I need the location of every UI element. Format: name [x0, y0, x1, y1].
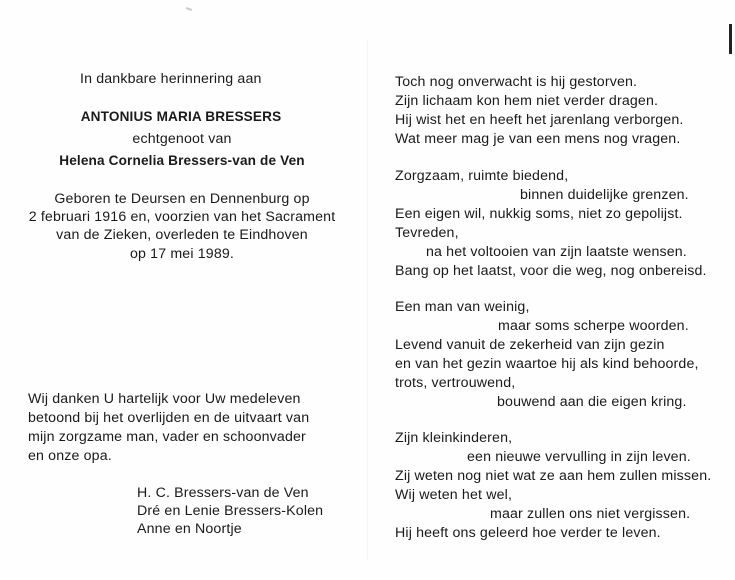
paper-speck — [186, 7, 192, 11]
poem-line: maar soms scherpe woorden. — [498, 318, 689, 334]
signatory: H. C. Bressers-van de Ven — [137, 485, 309, 501]
poem-line: een nieuwe vervulling in zijn leven. — [467, 449, 691, 465]
poem-line: Een eigen wil, nukkig soms, niet zo gepolijst. — [395, 206, 683, 222]
thanks-line: mijn zorgzame man, vader en schoonvader — [28, 429, 306, 445]
poem-line: Hij wist het en heeft het jarenlang verborgen. — [395, 112, 684, 128]
bio-line: van de Zieken, overleden te Eindhoven — [56, 227, 308, 243]
poem-line: Tevreden, — [395, 225, 459, 241]
bio-line: Geboren te Deursen en Dennenburg op — [54, 191, 310, 207]
poem-line: Levend vanuit de zekerheid van zijn gezin — [395, 337, 665, 353]
poem-line: Wat meer mag je van een mens nog vragen. — [395, 131, 681, 147]
poem-line: na het voltooien van zijn laatste wensen. — [426, 244, 687, 260]
thanks-line: Wij danken U hartelijk voor Uw medeleven — [28, 391, 301, 407]
poem-line: Zijn lichaam kon hem niet verder dragen. — [395, 93, 659, 109]
poem-line: binnen duidelijke grenzen. — [520, 187, 689, 203]
signatory: Dré en Lenie Bressers-Kolen — [137, 503, 324, 519]
poem-line: Wij weten het wel, — [395, 487, 513, 503]
poem-line: Zorgzaam, ruimte biedend, — [395, 168, 569, 184]
poem-line: en van het gezin waartoe hij als kind behoorde, — [395, 356, 699, 372]
poem-line: Toch nog onverwacht is hij gestorven. — [395, 74, 638, 90]
card-fold — [367, 40, 368, 560]
poem-line: trots, vertrouwend, — [395, 375, 516, 391]
edge-mark — [729, 24, 732, 54]
poem-line: Bang op het laatst, voor die weg, nog onbereisd. — [395, 263, 707, 279]
poem-line: Zij weten nog niet wat ze aan hem zullen missen. — [395, 468, 712, 484]
poem-line: Hij heeft ons geleerd hoe verder te leven. — [395, 525, 661, 541]
intro-text: In dankbare herinnering aan — [80, 71, 262, 87]
poem-line: Zijn kleinkinderen, — [395, 430, 513, 446]
deceased-name: ANTONIUS MARIA BRESSERS — [80, 109, 282, 124]
thanks-line: betoond bij het overlijden en de uitvaart van — [28, 410, 310, 426]
bio-line: op 17 mei 1989. — [129, 246, 235, 262]
signatory: Anne en Noortje — [137, 521, 242, 537]
poem-line: bouwend aan die eigen kring. — [497, 394, 687, 410]
poem-line: maar zullen ons niet vergissen. — [490, 506, 691, 522]
bio-line: 2 februari 1916 en, voorzien van het Sacrament — [28, 209, 336, 225]
relation-text: echtgenoot van — [132, 131, 232, 147]
spouse-name: Helena Cornelia Bressers-van de Ven — [59, 153, 305, 168]
thanks-line: en onze opa. — [28, 448, 112, 464]
poem-line: Een man van weinig, — [395, 299, 530, 315]
